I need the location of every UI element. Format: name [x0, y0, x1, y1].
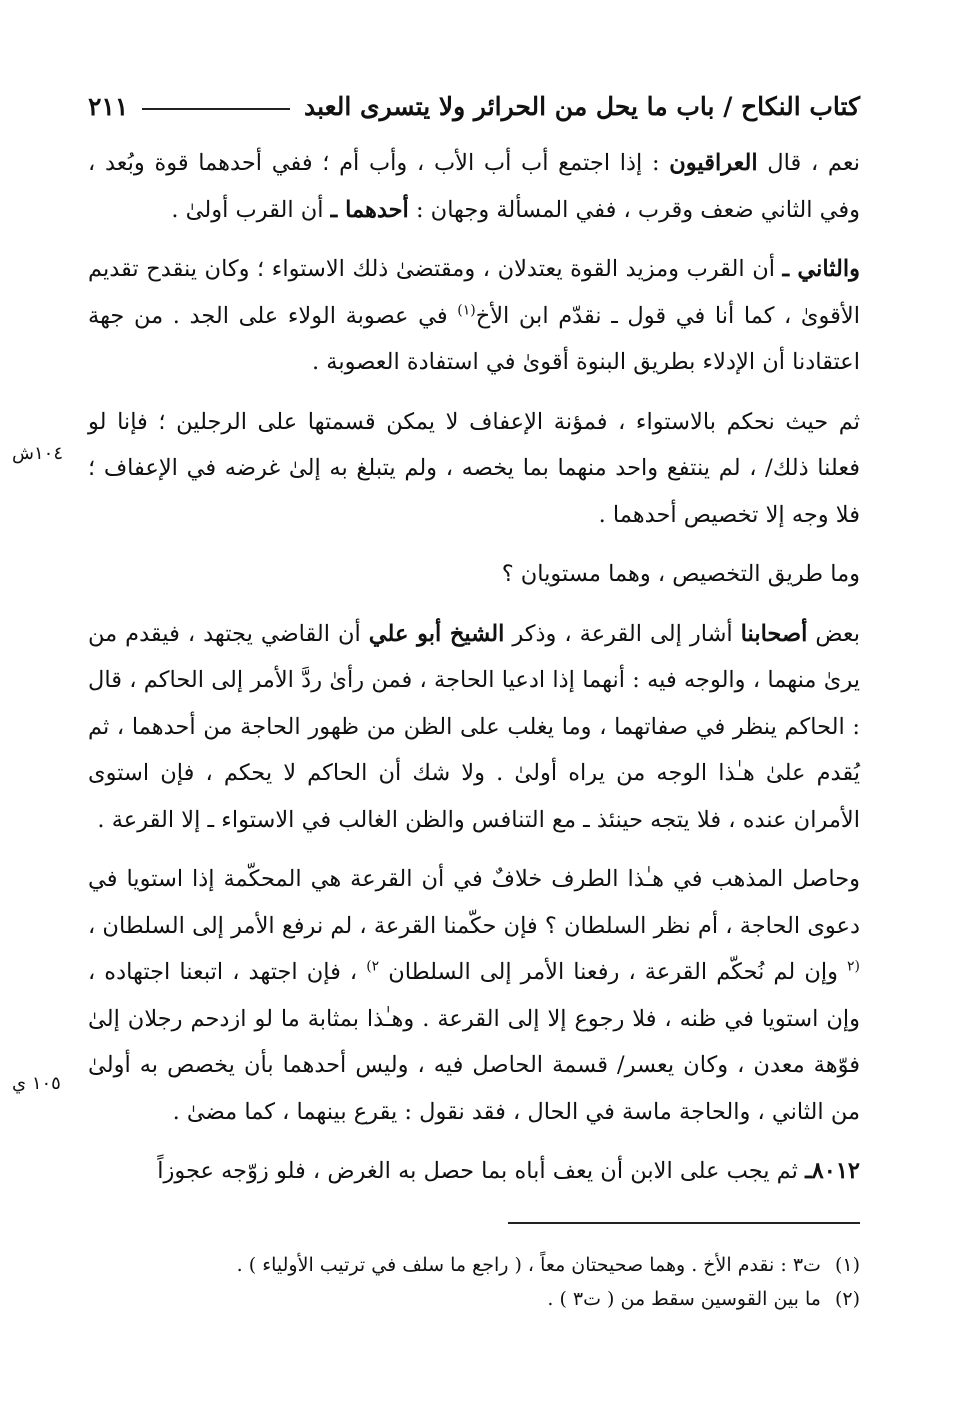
- text-run: ، فإن اجتهد ، اتبعنا اجتهاده ، وإن استويا في ظنه ، فلا رجوع إلا إلى القرعة . وهـٰذا بمثابة ما لو ازدحم رجلان إلىٰ فوّهة معدن ، وكان يعسر/ قسمة الحاصل فيه ، وليس أحدهما بأن يخصص به أولىٰ من الثاني ، والحاجة ماسة في الحال ، فقد نقول : يقرع بينهما ، كما مضىٰ .: [88, 959, 860, 1125]
- footnote-2: [88, 1282, 860, 1316]
- page-number: ٢١١: [88, 91, 129, 121]
- footnote-rule: [508, 1222, 860, 1224]
- paragraph-1: [88, 140, 860, 233]
- text-run: أشار إلى القرعة ، وذكر: [504, 620, 741, 647]
- footnote-ref: ٢): [366, 958, 380, 975]
- text-run: ثم حيث نحكم بالاستواء ، فمؤنة الإعفاف لا يمكن قسمتها على الرجلين ؛ فإنا لو فعلنا ذلك/ ، لم ينتفع واحد منهما بما يخصه ، ولم يتبلغ به إلىٰ غرضه في الإعفاف ؛ فلا وجه إلا تخصيص أحدهما .: [88, 408, 860, 528]
- text-run: أن القرب أولىٰ .: [171, 196, 331, 223]
- text-run: وما طريق التخصيص ، وهما مستويان ؟: [501, 561, 860, 587]
- text-run: : إذا اجتمع أب أب الأب ، وأب أم ؛ ففي أحدهما قوة وبُعد ، وفي الثاني ضعف وقرب ، ففي المسألة وجهان :: [88, 150, 860, 223]
- bold-term: الشيخ أبو علي: [368, 620, 505, 647]
- margin-note-104: ١٠٤ش: [12, 443, 63, 464]
- text-run: أن القرب ومزيد القوة يعتدلان ، ومقتضىٰ ذلك الاستواء ؛ وكان ينقدح تقديم الأقوىٰ ، كما أنا في قول ـ نقدّم ابن الأخ: [88, 256, 861, 329]
- paragraph-4: [88, 551, 860, 598]
- text-run: بعض: [807, 620, 860, 647]
- footnote-text: ما بين القوسين سقط من ( ت٣ ) .: [547, 1288, 821, 1310]
- footnotes: [88, 1248, 860, 1316]
- text-run: في عصوبة الولاء على الجد . من جهة اعتقادنا أن الإدلاء بطريق البنوة أقوىٰ في استفادة العصوبة .: [88, 302, 860, 375]
- footnote-ref: (١): [457, 302, 476, 318]
- footnote-number: (١): [834, 1254, 860, 1276]
- section-number: ٨٠١٢ـ: [805, 1158, 860, 1184]
- paragraph-6: [88, 856, 860, 1135]
- running-header: [88, 86, 860, 126]
- footnote-ref: (٢: [847, 958, 861, 975]
- paragraph-5: [88, 611, 860, 844]
- bold-term: والثاني ـ: [782, 256, 860, 282]
- running-title: كتاب النكاح / باب ما يحل من الحرائر ولا يتسرى العبد: [304, 91, 860, 121]
- main-text: [88, 140, 860, 1195]
- footnote-text: ت٣ : نقدم الأخ . وهما صحيحتان معاً ، ( راجع ما سلف في ترتيب الأولياء ) .: [236, 1254, 821, 1276]
- bold-term: العراقيون: [669, 150, 758, 176]
- footnote-number: (٢): [834, 1288, 860, 1310]
- bold-term: أحدهما ـ: [330, 196, 409, 223]
- text-run: نعم ، قال: [757, 150, 860, 176]
- header-rule: [142, 108, 290, 110]
- paragraph-7: [88, 1148, 860, 1195]
- paragraph-2: [88, 246, 860, 386]
- text-run: ثم يجب على الابن أن يعف أباه بما حصل به الغرض ، فلو زوّجه عجوزاً: [157, 1158, 806, 1184]
- text-run: وحاصل المذهب في هـٰذا الطرف خلافٌ في أن القرعة هي المحكّمة إذا استويا في دعوى الحاجة ، أم نظر السلطان ؟ فإن حكّمنا القرعة ، لم نرفع الأمر إلى السلطان ،: [88, 866, 860, 939]
- margin-note-105: ١٠٥ ي: [12, 1073, 61, 1094]
- bold-term: أصحابنا: [740, 620, 808, 647]
- text-run: وإن لم نُحكّم القرعة ، رفعنا الأمر إلى السلطان: [379, 959, 848, 985]
- text-run: أن القاضي يجتهد ، فيقدم من يرىٰ منهما ، والوجه فيه : أنهما إذا ادعيا الحاجة ، فمن رأىٰ ردَّ الأمر إلى الحاكم ، قال : الحاكم ينظر في صفاتهما ، وما يغلب على الظن من ظهور الحاجة من أحدهما ، ثم يُقدم علىٰ هـٰذا الوجه من يراه أولىٰ . ولا شك أن الحاكم لا يحكم ، فإن استوى الأمران عنده ، فلا يتجه حينئذ ـ مع التنافس والظن الغالب في الاستواء ـ إلا القرعة .: [88, 620, 860, 833]
- footnote-1: [88, 1248, 860, 1282]
- paragraph-3: [88, 399, 860, 539]
